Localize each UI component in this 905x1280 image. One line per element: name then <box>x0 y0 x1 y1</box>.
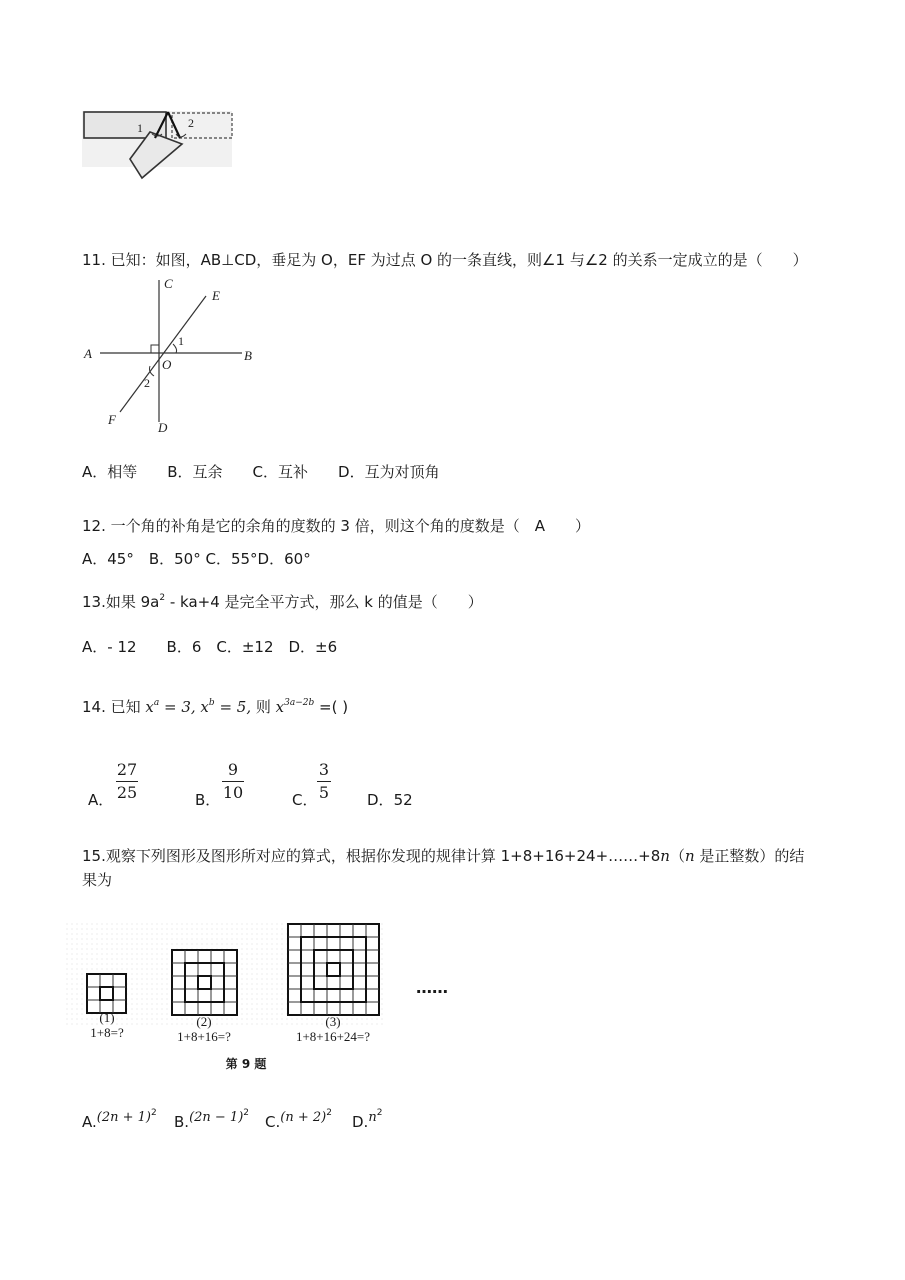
question-15-line-2: 果为 <box>82 871 113 889</box>
question-12-options: A．45° B．50° C．55°D．60° <box>82 550 311 568</box>
point-O-label: O <box>162 357 172 372</box>
q14-option-b-letter: B． <box>195 791 221 809</box>
q15-option-b: $B.(2n - 1)^2$ <box>174 1108 250 1131</box>
question-11-options: A．相等 B．互余 C．互补 D．互为对顶角 <box>82 463 440 481</box>
point-C-label: C <box>164 276 173 291</box>
question-14-then: 则 <box>255 698 271 716</box>
q14-option-a-fraction: 27 25 <box>116 760 138 802</box>
fold-label-2: 2 <box>188 116 194 130</box>
question-13-exponent: 2 <box>159 593 166 603</box>
question-15-line-1: 15.观察下列图形及图形所对应的算式，根据你发现的规律计算 1+8+16+24+……+8n（n 是正整数）的结 <box>82 847 805 865</box>
q15-option-d: $D.n^2$ <box>352 1108 383 1131</box>
question-13-text-after: - ka+4 是完全平方式，那么 k 的值是（ ） <box>165 593 483 611</box>
question-14-prefix: 14. 已知 <box>82 698 141 716</box>
fold-figure <box>80 104 240 184</box>
pattern-1-index: (1) <box>99 1010 115 1025</box>
perpendicular-lines-figure <box>78 272 278 442</box>
point-A-label: A <box>84 346 92 361</box>
grid-3x3 <box>87 974 126 1013</box>
q14-option-d: D．52 <box>367 791 413 809</box>
pattern-3-index: (3) <box>325 1014 341 1029</box>
q14-option-c-fraction: 3 5 <box>318 760 330 802</box>
square-pattern-grids <box>66 918 486 1028</box>
question-14-target: $x^{3a-2b}$ <box>275 698 315 716</box>
pattern-3-formula: 1+8+16+24=? <box>295 1029 371 1044</box>
pattern-1-formula: 1+8=? <box>90 1025 124 1040</box>
grid-5x5 <box>172 950 237 1015</box>
q15-option-c: $C.(n + 2)^2$ <box>265 1108 332 1131</box>
figure-caption: 第 9 题 <box>225 1057 267 1071</box>
pattern-2-formula: 1+8+16=? <box>177 1029 231 1044</box>
q14-option-c-letter: C． <box>292 791 318 809</box>
question-12-text: 12. 一个角的补角是它的余角的度数的 3 倍，则这个角的度数是（ A ） <box>82 517 590 535</box>
point-F-label: F <box>108 412 116 427</box>
point-E-label: E <box>212 288 220 303</box>
pattern-ellipsis: …… <box>416 978 448 997</box>
question-13-text <box>82 591 483 612</box>
question-13-text-before: 13.如果 9a <box>82 593 160 611</box>
grid-7x7 <box>288 924 379 1015</box>
question-14-given: $x^a = 3$, $x^b = 5$, <box>145 698 252 716</box>
point-D-label: D <box>158 420 168 435</box>
q15-option-a: $A.(2n + 1)^2$ <box>82 1108 157 1131</box>
square-pattern-figure <box>66 918 486 1078</box>
question-14-text <box>82 696 348 717</box>
pattern-2-index: (2) <box>196 1014 212 1029</box>
q14-option-a-letter: A． <box>88 791 114 809</box>
angle-1-label: 1 <box>178 334 184 348</box>
question-14-suffix: =( ) <box>319 698 349 716</box>
q14-option-b-fraction: 9 10 <box>222 760 244 802</box>
point-B-label: B <box>244 348 252 363</box>
fold-label-1: 1 <box>137 121 143 135</box>
angle-2-label: 2 <box>144 376 150 390</box>
question-13-options: A．- 12 B．6 C．±12 D．±6 <box>82 638 338 656</box>
question-11-text: 11. 已知：如图，AB⊥CD，垂足为 O，EF 为过点 O 的一条直线，则∠1 与∠2 的关系一定成立的是（ ） <box>82 251 808 269</box>
